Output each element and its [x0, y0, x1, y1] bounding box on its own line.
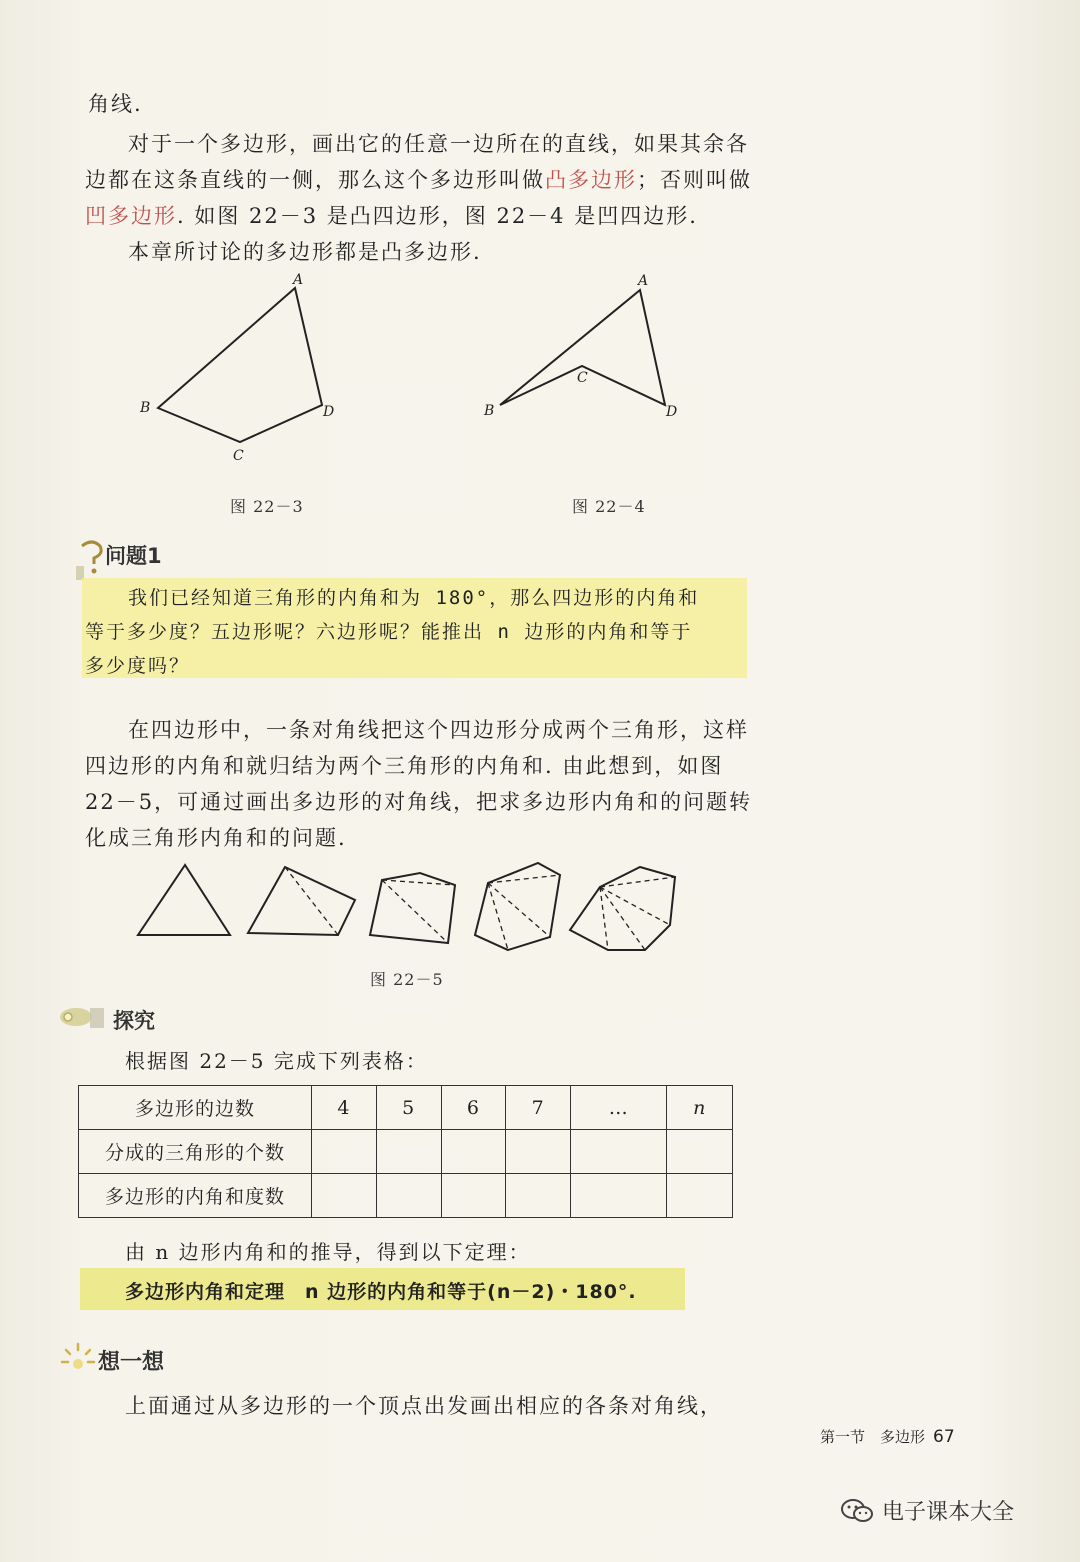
text-segment: 边都在这条直线的一侧，那么这个多边形叫做 [85, 168, 545, 192]
last-line: 上面通过从多边形的一个顶点出发画出相应的各条对角线， [125, 1394, 723, 1418]
problem-line-2: 等于多少度？五边形呢？六边形呢？能推出 n 边形的内角和等于 [85, 621, 693, 643]
explore-title: 探究 [113, 1009, 155, 1033]
page-footer [820, 1426, 955, 1447]
footer-section: 第一节 多边形 [820, 1428, 926, 1446]
table-cell[interactable] [441, 1174, 506, 1218]
table-cell: n [667, 1086, 733, 1130]
figure-22-3-caption: 图 22－3 [230, 497, 304, 516]
problem-line-3: 多少度吗？ [85, 655, 191, 677]
table-cell[interactable] [571, 1130, 667, 1174]
polygon-angle-sum-theorem: 多边形内角和定理 n 边形的内角和等于(n－2)・180°. [125, 1281, 637, 1303]
figure-22-4-caption: 图 22－4 [572, 497, 646, 516]
text-segment: . 如图 22－3 是凸四边形，图 22－4 是凹四边形. [177, 204, 698, 228]
table-cell: 多边形的内角和度数 [79, 1174, 312, 1218]
table-cell: 分成的三角形的个数 [79, 1130, 312, 1174]
vertex-label-b: B [140, 400, 151, 416]
table-cell: 4 [312, 1086, 377, 1130]
table-cell[interactable] [376, 1130, 441, 1174]
vertex-label-c: C [233, 448, 244, 464]
figure-22-4-concave-quadrilateral [480, 270, 690, 430]
wechat-icon [840, 1497, 874, 1525]
term-concave-polygon: 凹多边形 [85, 204, 177, 228]
quadrilateral-shape [248, 867, 355, 935]
hexagon-shape [475, 863, 560, 950]
vertex-label-b: B [484, 403, 495, 419]
watermark-text: 电子课本大全 [882, 1500, 1015, 1525]
paragraph-1-line-2 [85, 162, 752, 198]
table-cell[interactable] [571, 1174, 667, 1218]
table-row [79, 1130, 733, 1174]
table-cell: 5 [376, 1086, 441, 1130]
table-cell[interactable] [376, 1174, 441, 1218]
vertex-label-a: A [638, 273, 649, 289]
text-line-0: 角线. [88, 92, 143, 116]
explore-icon [56, 1002, 106, 1032]
pentagon-shape [370, 873, 455, 943]
paragraph-1-line-1: 对于一个多边形，画出它的任意一边所在的直线，如果其余各 [128, 132, 749, 156]
think-title: 想一想 [98, 1350, 165, 1375]
table-cell: 6 [441, 1086, 506, 1130]
text-segment: ；否则叫做 [637, 168, 752, 192]
paragraph-3-line-2: 四边形的内角和就归结为两个三角形的内角和. 由此想到，如图 [85, 754, 724, 778]
table-cell[interactable] [506, 1130, 571, 1174]
table-cell: 7 [506, 1086, 571, 1130]
heptagon-shape [570, 867, 675, 950]
table-cell: 多边形的边数 [79, 1086, 312, 1130]
vertex-label-d: D [666, 404, 678, 420]
table-cell[interactable] [667, 1174, 733, 1218]
problem-line-1: 我们已经知道三角形的内角和为 180°，那么四边形的内角和 [128, 587, 700, 609]
paragraph-3-line-1: 在四边形中，一条对角线把这个四边形分成两个三角形，这样 [128, 718, 749, 742]
vertex-label-c: C [577, 370, 588, 386]
triangle-shape [138, 865, 230, 935]
polygon-angle-table [78, 1085, 733, 1218]
table-row [79, 1174, 733, 1218]
paragraph-3-line-3: 22－5，可通过画出多边形的对角线，把求多边形内角和的问题转 [85, 790, 753, 814]
table-cell[interactable] [312, 1130, 377, 1174]
figure-22-3-convex-quadrilateral [130, 270, 360, 470]
figure-22-5-caption: 图 22－5 [370, 970, 444, 989]
page-number: 67 [933, 1427, 955, 1447]
vertex-label-a: A [293, 272, 304, 288]
table-row [79, 1086, 733, 1130]
table-cell[interactable] [441, 1130, 506, 1174]
watermark [840, 1495, 1014, 1526]
vertex-label-d: D [323, 404, 335, 420]
term-convex-polygon: 凸多边形 [545, 168, 637, 192]
table-cell: … [571, 1086, 667, 1130]
explore-intro: 根据图 22－5 完成下列表格： [125, 1049, 428, 1073]
lightbulb-icon [58, 1340, 98, 1374]
paragraph-1-line-3 [85, 198, 698, 234]
table-cell[interactable] [506, 1174, 571, 1218]
problem-1-title: 问题1 [105, 544, 162, 568]
table-cell[interactable] [667, 1130, 733, 1174]
figure-22-5-polygon-triangulation [130, 855, 690, 955]
paragraph-2: 本章所讨论的多边形都是凸多边形. [128, 240, 482, 264]
paragraph-3-line-4: 化成三角形内角和的问题. [85, 826, 347, 850]
table-cell[interactable] [312, 1174, 377, 1218]
derive-line: 由 n 边形内角和的推导，得到以下定理： [125, 1240, 531, 1264]
